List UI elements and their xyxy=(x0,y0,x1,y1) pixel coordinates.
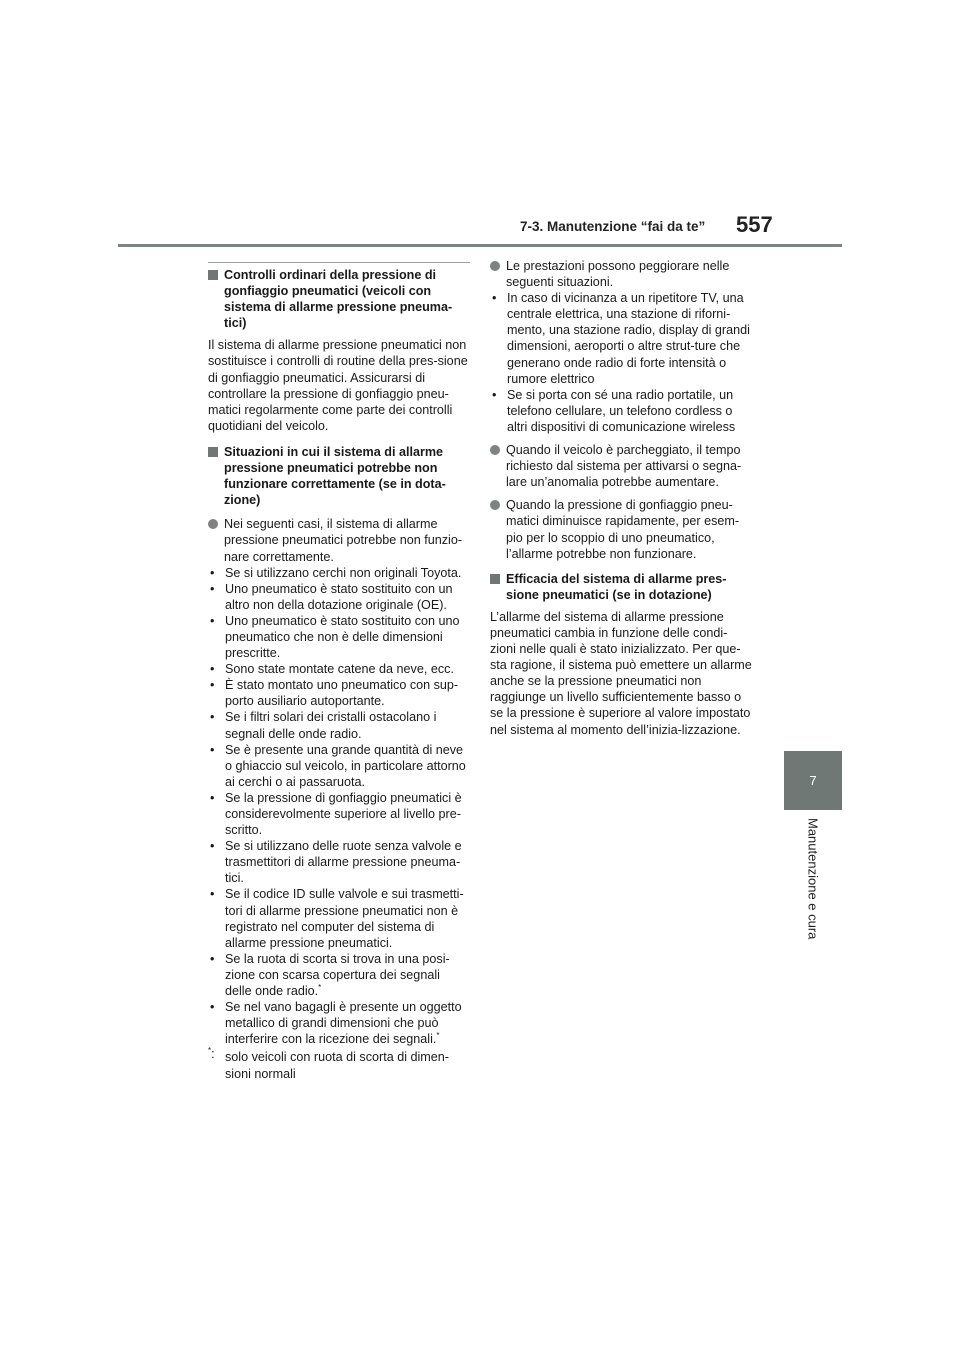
chapter-label xyxy=(784,818,842,953)
bullet-text: Le prestazioni possono peggiorare nelle seguenti situazioni. xyxy=(506,259,730,290)
section-heading xyxy=(208,444,470,508)
heading-text: Situazioni in cui il sistema di allarme pressione pneumatici potrebbe non funzionare correttamente (se in dota-zione) xyxy=(224,444,446,508)
paragraph: Il sistema di allarme pressione pneumatici non sostituisce i controlli di routine della pres-sione di gonfiaggio pneumatici. Assicurarsi di controllare la pressione di gonfiaggio pneu-matici regolarmente come parte dei controlli quotidiani del veicolo. xyxy=(208,338,468,433)
bullet-text: Quando la pressione di gonfiaggio pneu-matici diminuisce rapidamente, per esem-pio per lo scoppio di uno pneumatico, l’allarme potrebbe non funzionare. xyxy=(506,498,740,561)
circle-bullet-icon xyxy=(208,519,218,529)
heading-text: Efficacia del sistema di allarme pres-sione pneumatici (se in dotazione) xyxy=(506,571,727,602)
square-bullet-icon xyxy=(208,270,218,280)
circle-bullet-icon xyxy=(490,500,500,510)
list-item: • Sono state montate catene da neve, ecc. xyxy=(210,662,454,677)
list-item: • Se i filtri solari dei cristalli ostacolano i segnali delle onde radio. xyxy=(210,710,437,741)
heading-text: Controlli ordinari della pressione di gonfiaggio pneumatici (veicoli con sistema di allarme pressione pneuma-tici) xyxy=(224,268,453,331)
list-item: • Uno pneumatico è stato sostituito con uno pneumatico che non è delle dimensioni prescritte. xyxy=(210,613,460,661)
footnote-text: solo veicoli con ruota di scorta di dimen-sioni normali xyxy=(225,1050,449,1081)
list-item: • Se è presente una grande quantità di neve o ghiaccio sul veicolo, in particolare attorno ai cerchi o ai passaruota. xyxy=(210,742,466,789)
section-heading xyxy=(490,571,752,603)
list-item: • Se nel vano bagagli è presente un oggetto metallico di grandi dimensioni che può interferire con la ricezione dei segnali.* xyxy=(210,1000,462,1047)
circle-bullet-item xyxy=(208,516,470,564)
circle-bullet-item xyxy=(490,442,752,490)
list-item: • È stato montato uno pneumatico con sup-porto ausiliario autoportante. xyxy=(210,678,459,709)
circle-bullet-item xyxy=(490,258,752,290)
footnote: *: solo veicoli con ruota di scorta di dimen-sioni normali xyxy=(208,1046,449,1081)
circle-bullet-icon xyxy=(490,445,500,455)
circle-bullet-item xyxy=(490,497,752,561)
footnote-marker: * xyxy=(436,1031,440,1041)
footnote-marker: * xyxy=(318,982,322,992)
list-item: • Se si porta con sé una radio portatile, un telefono cellulare, un telefono cordless o altri dispositivi di comunicazione wireless xyxy=(492,387,736,434)
chapter-label-text: Manutenzione e cura xyxy=(805,818,821,940)
right-column xyxy=(490,258,752,745)
header-rule xyxy=(118,244,842,247)
section-heading xyxy=(208,267,470,331)
list-item: • Se si utilizzano cerchi non originali Toyota. xyxy=(210,565,462,580)
bullet-text: Quando il veicolo è parcheggiato, il tempo richiesto dal sistema per attivarsi o segna-lare un’anomalia potrebbe aumentare. xyxy=(506,443,742,490)
list-item: • Se il codice ID sulle valvole e sui trasmetti-tori di allarme pressione pneumatici non è registrato nel computer del sistema di allarme pressione pneumatici. xyxy=(210,887,464,950)
circle-bullet-icon xyxy=(490,261,500,271)
list-item: • Se la pressione di gonfiaggio pneumatici è considerevolmente superiore al livello pre-scritto. xyxy=(210,790,462,838)
list-item: • Se si utilizzano delle ruote senza valvole e trasmettitori di allarme pressione pneuma-tici. xyxy=(210,839,462,886)
page-number: 557 xyxy=(736,212,773,237)
list-item: • Uno pneumatico è stato sostituito con un altro non della dotazione originale (OE). xyxy=(210,581,453,612)
list-item: • Se la ruota di scorta si trova in una posi-zione con scarsa copertura dei segnali delle onde radio.* xyxy=(210,951,450,999)
square-bullet-icon xyxy=(490,574,500,584)
paragraph: L’allarme del sistema di allarme pressione pneumatici cambia in funzione delle condi-zioni nelle quali è stato inizializzato. Per que-sta ragione, il sistema può emettere un allarme anche se la pressione pneumatici non raggiunge un livello sufficientemente basso o se la pressione è superiore al valore impostato nel sistema al momento dell’inizia-lizzazione. xyxy=(490,609,752,737)
square-bullet-icon xyxy=(208,447,218,457)
section-divider xyxy=(208,262,470,263)
left-column xyxy=(208,258,470,1082)
chapter-tab: 7 xyxy=(784,751,842,810)
bullet-text: Nei seguenti casi, il sistema di allarme pressione pneumatici potrebbe non funzio-nare correttamente. xyxy=(224,517,463,564)
section-title: 7-3. Manutenzione “fai da te” xyxy=(520,219,706,234)
list-item: • In caso di vicinanza a un ripetitore TV, una centrale elettrica, una stazione di riforni-mento, una stazione radio, display di grandi dimensioni, aeroporti o altre strut-ture che generano onde radio di forte intensità o rumore elettrico xyxy=(492,291,750,386)
